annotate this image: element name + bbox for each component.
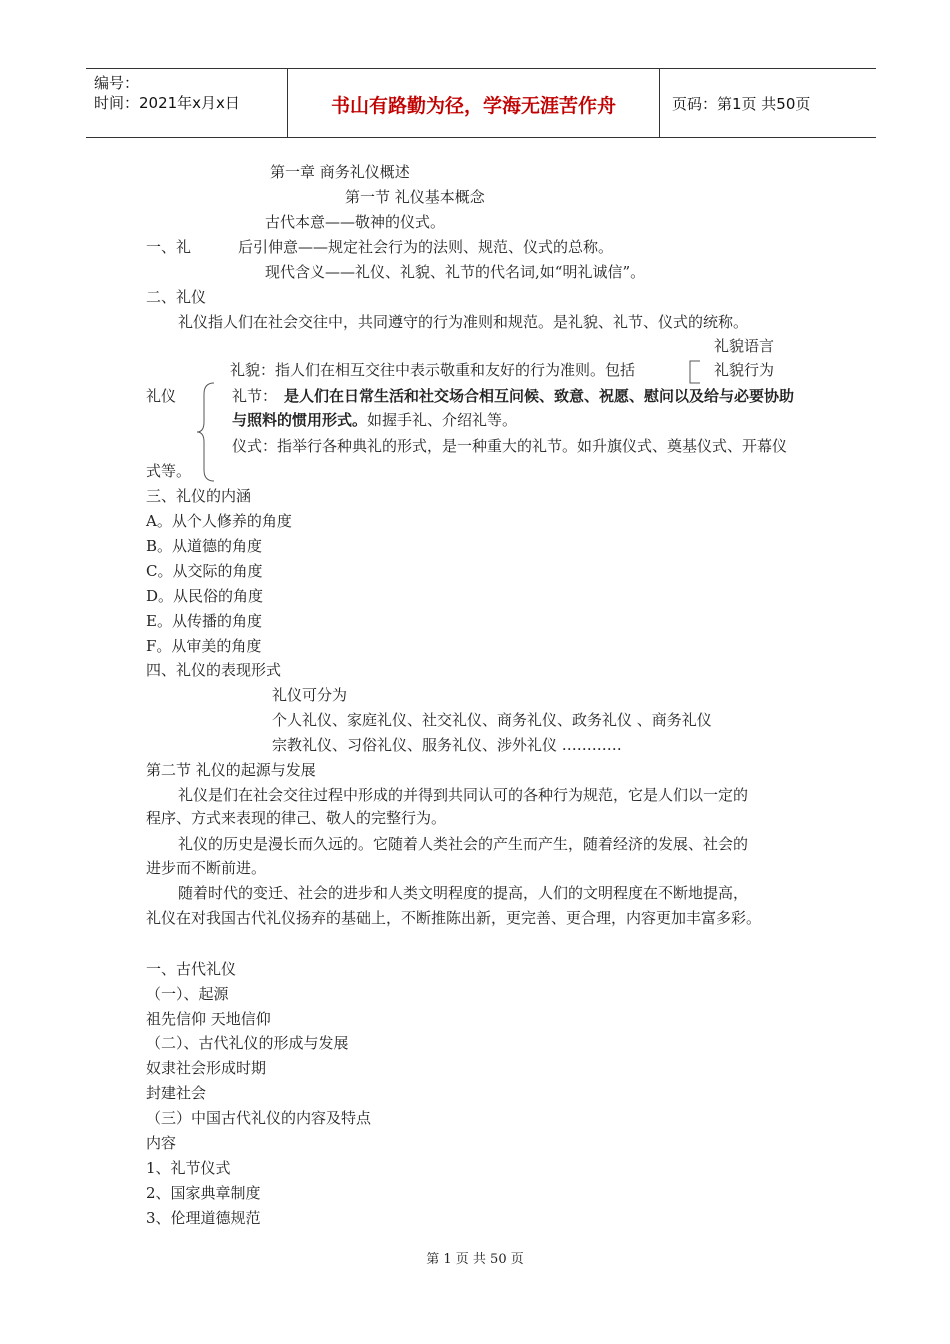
paragraph-line: 程序、方式来表现的律己、敬人的完整行为。 bbox=[146, 809, 447, 827]
forms-line: 宗教礼仪、习俗礼仪、服务礼仪、涉外礼仪 ………… bbox=[272, 736, 622, 754]
angle-item: B。从道德的角度 bbox=[146, 537, 263, 555]
lijie-example-text: 如握手礼、介绍礼等。 bbox=[367, 411, 518, 429]
angle-item: D。从民俗的角度 bbox=[146, 587, 264, 605]
section-title: 第一节 礼仪基本概念 bbox=[345, 188, 485, 206]
formation-heading: （二）、古代礼仪的形成与发展 bbox=[146, 1034, 349, 1052]
forms-line: 个人礼仪、家庭礼仪、社交礼仪、商务礼仪、政务礼仪 、商务礼仪 bbox=[272, 711, 712, 729]
li-ancient-meaning: 古代本意——敬神的仪式。 bbox=[265, 213, 446, 231]
li-prefix: 一、礼 bbox=[146, 238, 192, 256]
yishi-definition: 仪式：指举行各种典礼的形式，是一种重大的礼节。如升旗仪式、奠基仪式、开幕仪 bbox=[232, 437, 788, 455]
forms-heading: 四、礼仪的表现形式 bbox=[146, 661, 282, 679]
paragraph-line: 进步而不断前进。 bbox=[146, 859, 267, 877]
page-label: 页码：第1页 共50页 bbox=[672, 95, 811, 113]
feudal-society: 封建社会 bbox=[146, 1084, 207, 1102]
curly-brace bbox=[196, 382, 216, 482]
features-heading: （三）中国古代礼仪的内容及特点 bbox=[146, 1109, 372, 1127]
document-header bbox=[86, 68, 876, 138]
section-title: 第二节 礼仪的起源与发展 bbox=[146, 761, 316, 779]
chapter-title: 第一章 商务礼仪概述 bbox=[270, 163, 410, 181]
lijie-bold-text: 与照料的惯用形式。 bbox=[232, 411, 368, 429]
yishi-definition-cont: 式等。 bbox=[146, 462, 192, 480]
liyi-label: 礼仪 bbox=[146, 387, 177, 405]
small-bracket bbox=[688, 360, 702, 384]
paragraph-line: 礼仪的历史是漫长而久远的。它随着人类社会的产生而产生，随着经济的发展、社会的 bbox=[178, 835, 749, 853]
angle-item: C。从交际的角度 bbox=[146, 562, 263, 580]
number-label: 编号： bbox=[94, 74, 140, 92]
origin-items: 祖先信仰 天地信仰 bbox=[146, 1010, 271, 1028]
liyi-definition: 礼仪指人们在社会交往中，共同遵守的行为准则和规范。是礼貌、礼节、仪式的统称。 bbox=[178, 313, 749, 331]
limao-definition: 礼貌：指人们在相互交往中表示敬重和友好的行为准则。包括 bbox=[230, 361, 636, 379]
forms-intro: 礼仪可分为 bbox=[272, 686, 348, 704]
li-extended-meaning: 后引伸意——规定社会行为的法则、规范、仪式的总称。 bbox=[238, 238, 614, 256]
neihan-heading: 三、礼仪的内涵 bbox=[146, 487, 252, 505]
lijie-definition-cont bbox=[232, 410, 517, 430]
angle-item: F。从审美的角度 bbox=[146, 637, 262, 655]
lijie-label: 礼节： bbox=[232, 387, 278, 405]
li-modern-meaning: 现代含义——礼仪、礼貌、礼节的代名词,如“明礼诚信”。 bbox=[265, 263, 646, 281]
lijie-definition: 是人们在日常生活和社交场合相互问候、致意、祝愿、慰问以及给与必要协助 bbox=[284, 387, 795, 405]
content-item: 3、伦理道德规范 bbox=[146, 1209, 261, 1227]
header-motto: 书山有路勤为径，学海无涯苦作舟 bbox=[330, 95, 616, 117]
angle-item: E。从传播的角度 bbox=[146, 612, 262, 630]
content-item: 2、国家典章制度 bbox=[146, 1184, 261, 1202]
slave-society: 奴隶社会形成时期 bbox=[146, 1059, 267, 1077]
limao-behavior: 礼貌行为 bbox=[714, 361, 775, 379]
origin-heading: （一）、起源 bbox=[146, 985, 229, 1003]
paragraph-line: 礼仪在对我国古代礼仪扬弃的基础上，不断推陈出新，更完善、更合理，内容更加丰富多彩。 bbox=[146, 909, 762, 927]
paragraph-line: 随着时代的变迁、社会的进步和人类文明程度的提高，人们的文明程度在不断地提高， bbox=[178, 884, 749, 902]
content-label: 内容 bbox=[146, 1134, 177, 1152]
limao-language: 礼貌语言 bbox=[714, 337, 775, 355]
angle-item: A。从个人修养的角度 bbox=[146, 512, 292, 530]
ancient-heading: 一、古代礼仪 bbox=[146, 960, 237, 978]
paragraph-line: 礼仪是们在社会交往过程中形成的并得到共同认可的各种行为规范，它是人们以一定的 bbox=[178, 786, 749, 804]
page-footer: 第 1 页 共 50 页 bbox=[426, 1252, 524, 1267]
content-item: 1、礼节仪式 bbox=[146, 1159, 231, 1177]
liyi-heading: 二、礼仪 bbox=[146, 288, 207, 306]
time-label: 时间：2021年x月x日 bbox=[94, 94, 240, 112]
header-meta bbox=[94, 73, 240, 113]
header-divider bbox=[659, 69, 660, 137]
